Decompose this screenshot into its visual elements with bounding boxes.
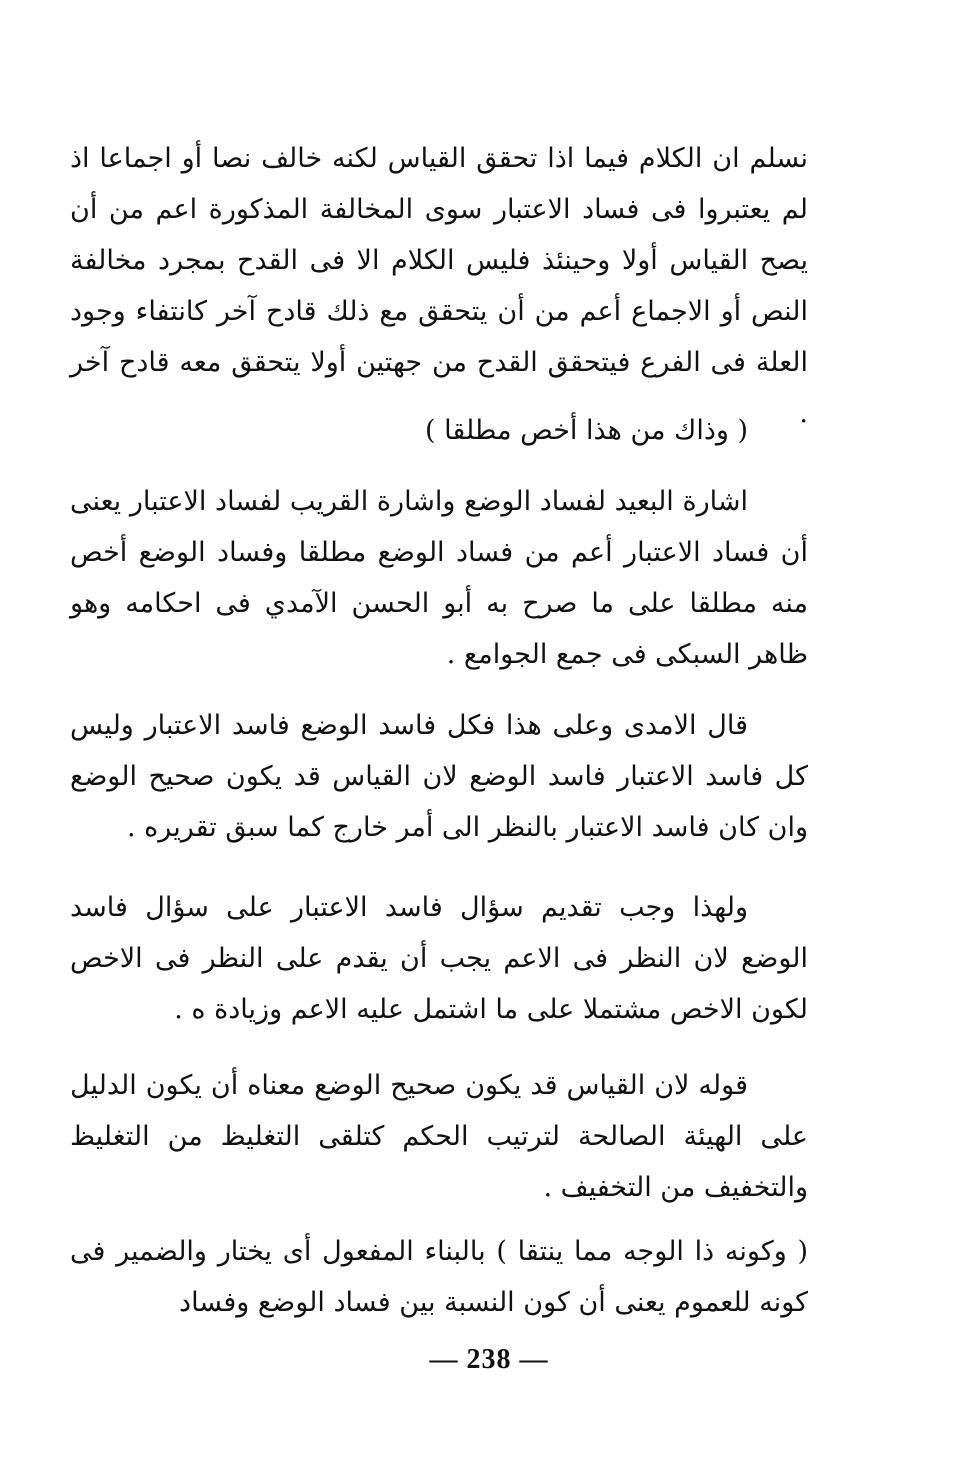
verse-line [70, 405, 808, 456]
paragraph-3 [70, 700, 808, 853]
paragraph-text: ولهذا وجب تقديم سؤال فاسد الاعتبار على سؤال فاسد الوضع لان النظر فى الاعم يجب أن يقدم على النظر فى الاخص لكون الاخص مشتملا على ما اشتمل عليه الاعم وزيادة ه . [70, 892, 808, 1025]
paragraph-2 [70, 476, 808, 680]
paragraph-4 [70, 882, 808, 1035]
paragraph-text: نسلم ان الكلام فيما اذا تحقق القياس لكنه خالف نصا أو اجماعا اذ لم يعتبروا فى فساد الاعتبار سوى المخالفة المذكورة اعم من أن يصح القياس أولا وحينئذ فليس الكلام الا فى القدح بمجرد مخالفة النص أو الاجماع أعم من أن يتحقق مع ذلك قادح آخر كانتفاء وجود العلة فى الفرع فيتحقق القدح من جهتين أولا يتحقق معه قادح آخر . [70, 143, 808, 429]
paragraph-text: ( وكونه ذا الوجه مما ينتقا ) بالبناء المفعول أى يختار والضمير فى كونه للعموم يعنى أن كون النسبة بين فساد الوضع وفساد [70, 1236, 808, 1318]
paragraph-text: اشارة البعيد لفساد الوضع واشارة القريب لفساد الاعتبار يعنى أن فساد الاعتبار أعم من فساد الوضع مطلقا وفساد الوضع أخص منه مطلقا على ما صرح به أبو الحسن الآمدي فى احكامه وهو ظاهر السبكى فى جمع الجوامع . [70, 486, 808, 670]
paragraph-text: قال الامدى وعلى هذا فكل فاسد الوضع فاسد الاعتبار وليس كل فاسد الاعتبار فاسد الوضع لان القياس قد يكون صحيح الوضع وان كان فاسد الاعتبار بالنظر الى أمر خارج كما سبق تقريره . [70, 710, 808, 843]
paragraph-text: قوله لان القياس قد يكون صحيح الوضع معناه أن يكون الدليل على الهيئة الصالحة لترتيب الحكم كتلقى التغليظ من التغليظ والتخفيف من التخفيف . [70, 1070, 808, 1203]
paragraph-6 [70, 1226, 808, 1328]
paragraph-1 [70, 133, 808, 439]
verse-text: ( وذاك من هذا أخص مطلقا ) [424, 415, 748, 446]
paragraph-5 [70, 1060, 808, 1213]
page-number: — 238 — [429, 1344, 549, 1375]
